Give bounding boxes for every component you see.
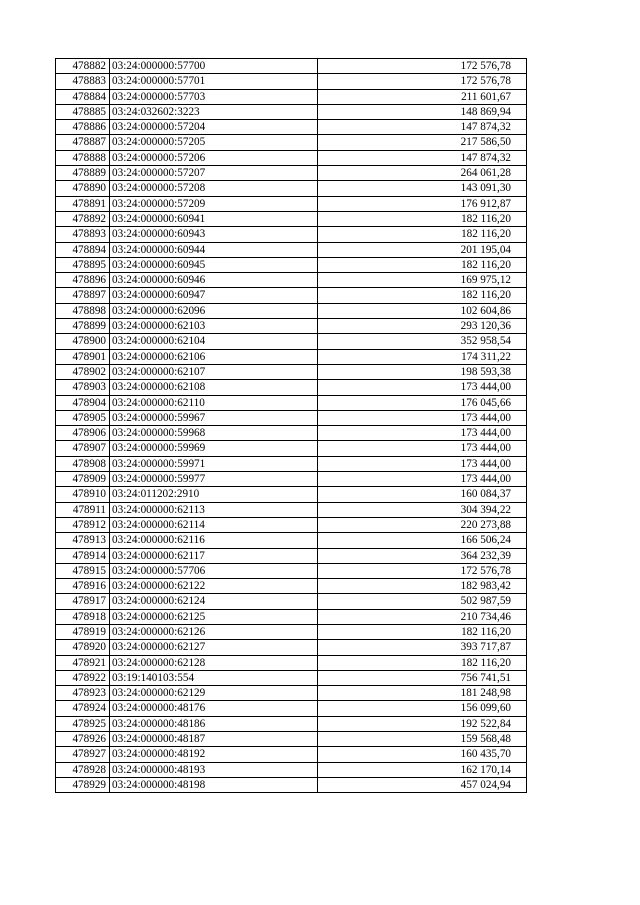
table-row: [56, 716, 527, 731]
cadastral-number-cell: 03:24:000000:48192: [110, 747, 318, 762]
table-row: [56, 472, 527, 487]
value-cell: 364 232,39: [318, 548, 527, 563]
value-cell: 162 170,14: [318, 762, 527, 777]
row-number-cell: 478906: [56, 426, 110, 441]
table-row: [56, 670, 527, 685]
row-number-cell: 478886: [56, 120, 110, 135]
cadastral-number-cell: 03:24:000000:62114: [110, 517, 318, 532]
value-cell: 173 444,00: [318, 441, 527, 456]
value-cell: 147 874,32: [318, 120, 527, 135]
cadastral-number-cell: 03:24:000000:59977: [110, 472, 318, 487]
row-number-cell: 478926: [56, 732, 110, 747]
row-number-cell: 478920: [56, 640, 110, 655]
value-cell: 192 522,84: [318, 716, 527, 731]
row-number-cell: 478887: [56, 135, 110, 150]
table-row: [56, 624, 527, 639]
table-row: [56, 135, 527, 150]
value-cell: 173 444,00: [318, 456, 527, 471]
value-cell: 176 045,66: [318, 395, 527, 410]
row-number-cell: 478896: [56, 273, 110, 288]
cadastral-number-cell: 03:24:000000:62103: [110, 319, 318, 334]
row-number-cell: 478929: [56, 777, 110, 792]
table-row: [56, 747, 527, 762]
row-number-cell: 478916: [56, 579, 110, 594]
row-number-cell: 478901: [56, 349, 110, 364]
row-number-cell: 478884: [56, 89, 110, 104]
table-row: [56, 196, 527, 211]
value-cell: 173 444,00: [318, 426, 527, 441]
value-cell: 211 601,67: [318, 89, 527, 104]
cadastral-number-cell: 03:24:011202:2910: [110, 487, 318, 502]
cadastral-number-cell: 03:24:000000:62122: [110, 579, 318, 594]
cadastral-number-cell: 03:24:000000:59967: [110, 410, 318, 425]
table-row: [56, 227, 527, 242]
row-number-cell: 478888: [56, 150, 110, 165]
value-cell: 143 091,30: [318, 181, 527, 196]
cadastral-number-cell: 03:24:000000:60947: [110, 288, 318, 303]
value-cell: 148 869,94: [318, 104, 527, 119]
cadastral-number-cell: 03:24:000000:60941: [110, 211, 318, 226]
table-row: [56, 441, 527, 456]
cadastral-number-cell: 03:24:000000:62129: [110, 686, 318, 701]
cadastral-number-cell: 03:24:000000:60943: [110, 227, 318, 242]
table-row: [56, 211, 527, 226]
table-row: [56, 242, 527, 257]
row-number-cell: 478898: [56, 303, 110, 318]
table-row: [56, 74, 527, 89]
value-cell: 147 874,32: [318, 150, 527, 165]
cadastral-number-cell: 03:24:000000:62110: [110, 395, 318, 410]
value-cell: 182 983,42: [318, 579, 527, 594]
cadastral-number-cell: 03:24:000000:48198: [110, 777, 318, 792]
cadastral-number-cell: 03:24:000000:57701: [110, 74, 318, 89]
row-number-cell: 478899: [56, 319, 110, 334]
table-row: [56, 395, 527, 410]
table-row: [56, 410, 527, 425]
cadastral-number-cell: 03:24:000000:62125: [110, 609, 318, 624]
value-cell: 220 273,88: [318, 517, 527, 532]
table-row: [56, 273, 527, 288]
row-number-cell: 478894: [56, 242, 110, 257]
table-row: [56, 777, 527, 792]
cadastral-number-cell: 03:24:000000:57703: [110, 89, 318, 104]
row-number-cell: 478910: [56, 487, 110, 502]
cadastral-number-cell: 03:24:000000:62128: [110, 655, 318, 670]
value-cell: 172 576,78: [318, 59, 527, 74]
value-cell: 173 444,00: [318, 410, 527, 425]
value-cell: 217 586,50: [318, 135, 527, 150]
cadastral-number-cell: 03:24:000000:62126: [110, 624, 318, 639]
table-row: [56, 181, 527, 196]
table-row: [56, 166, 527, 181]
cadastral-number-cell: 03:19:140103:554: [110, 670, 318, 685]
cadastral-number-cell: 03:24:000000:57204: [110, 120, 318, 135]
cadastral-number-cell: 03:24:000000:57706: [110, 563, 318, 578]
row-number-cell: 478924: [56, 701, 110, 716]
cadastral-number-cell: 03:24:000000:48187: [110, 732, 318, 747]
cadastral-value-table: [55, 58, 527, 793]
value-cell: 172 576,78: [318, 563, 527, 578]
table-row: [56, 548, 527, 563]
table-row: [56, 288, 527, 303]
table-row: [56, 487, 527, 502]
row-number-cell: 478885: [56, 104, 110, 119]
value-cell: 102 604,86: [318, 303, 527, 318]
table-row: [56, 89, 527, 104]
cadastral-number-cell: 03:24:000000:48176: [110, 701, 318, 716]
value-cell: 393 717,87: [318, 640, 527, 655]
row-number-cell: 478928: [56, 762, 110, 777]
value-cell: 182 116,20: [318, 624, 527, 639]
row-number-cell: 478918: [56, 609, 110, 624]
cadastral-number-cell: 03:24:000000:62127: [110, 640, 318, 655]
table-row: [56, 732, 527, 747]
cadastral-number-cell: 03:24:000000:62096: [110, 303, 318, 318]
cadastral-number-cell: 03:24:000000:59969: [110, 441, 318, 456]
table-row: [56, 257, 527, 272]
value-cell: 182 116,20: [318, 257, 527, 272]
row-number-cell: 478890: [56, 181, 110, 196]
cadastral-number-cell: 03:24:000000:59971: [110, 456, 318, 471]
table-row: [56, 563, 527, 578]
row-number-cell: 478911: [56, 502, 110, 517]
row-number-cell: 478905: [56, 410, 110, 425]
table-body: [56, 59, 527, 793]
value-cell: 160 084,37: [318, 487, 527, 502]
table-row: [56, 150, 527, 165]
row-number-cell: 478921: [56, 655, 110, 670]
value-cell: 173 444,00: [318, 380, 527, 395]
row-number-cell: 478909: [56, 472, 110, 487]
cadastral-number-cell: 03:24:000000:62113: [110, 502, 318, 517]
value-cell: 173 444,00: [318, 472, 527, 487]
table-row: [56, 104, 527, 119]
row-number-cell: 478912: [56, 517, 110, 532]
value-cell: 502 987,59: [318, 594, 527, 609]
row-number-cell: 478919: [56, 624, 110, 639]
cadastral-number-cell: 03:24:000000:59968: [110, 426, 318, 441]
cadastral-number-cell: 03:24:000000:57207: [110, 166, 318, 181]
cadastral-number-cell: 03:24:000000:62124: [110, 594, 318, 609]
table-row: [56, 640, 527, 655]
row-number-cell: 478903: [56, 380, 110, 395]
value-cell: 176 912,87: [318, 196, 527, 211]
cadastral-number-cell: 03:24:000000:62116: [110, 533, 318, 548]
cadastral-number-cell: 03:24:000000:57209: [110, 196, 318, 211]
cadastral-number-cell: 03:24:032602:3223: [110, 104, 318, 119]
row-number-cell: 478927: [56, 747, 110, 762]
row-number-cell: 478907: [56, 441, 110, 456]
cadastral-number-cell: 03:24:000000:57208: [110, 181, 318, 196]
value-cell: 181 248,98: [318, 686, 527, 701]
table-row: [56, 334, 527, 349]
table-row: [56, 380, 527, 395]
cadastral-number-cell: 03:24:000000:57205: [110, 135, 318, 150]
table-row: [56, 517, 527, 532]
row-number-cell: 478914: [56, 548, 110, 563]
row-number-cell: 478913: [56, 533, 110, 548]
value-cell: 182 116,20: [318, 288, 527, 303]
row-number-cell: 478895: [56, 257, 110, 272]
value-cell: 264 061,28: [318, 166, 527, 181]
value-cell: 159 568,48: [318, 732, 527, 747]
row-number-cell: 478923: [56, 686, 110, 701]
row-number-cell: 478892: [56, 211, 110, 226]
cadastral-number-cell: 03:24:000000:57206: [110, 150, 318, 165]
row-number-cell: 478922: [56, 670, 110, 685]
table-row: [56, 120, 527, 135]
row-number-cell: 478897: [56, 288, 110, 303]
value-cell: 182 116,20: [318, 211, 527, 226]
row-number-cell: 478904: [56, 395, 110, 410]
row-number-cell: 478908: [56, 456, 110, 471]
value-cell: 182 116,20: [318, 227, 527, 242]
table-row: [56, 456, 527, 471]
table-row: [56, 364, 527, 379]
row-number-cell: 478917: [56, 594, 110, 609]
table-row: [56, 701, 527, 716]
cadastral-number-cell: 03:24:000000:62108: [110, 380, 318, 395]
table-row: [56, 579, 527, 594]
row-number-cell: 478891: [56, 196, 110, 211]
value-cell: 352 958,54: [318, 334, 527, 349]
value-cell: 172 576,78: [318, 74, 527, 89]
table-row: [56, 303, 527, 318]
value-cell: 169 975,12: [318, 273, 527, 288]
table-row: [56, 319, 527, 334]
value-cell: 201 195,04: [318, 242, 527, 257]
value-cell: 182 116,20: [318, 655, 527, 670]
cadastral-number-cell: 03:24:000000:62107: [110, 364, 318, 379]
value-cell: 174 311,22: [318, 349, 527, 364]
table-row: [56, 426, 527, 441]
cadastral-number-cell: 03:24:000000:62104: [110, 334, 318, 349]
value-cell: 166 506,24: [318, 533, 527, 548]
row-number-cell: 478900: [56, 334, 110, 349]
table-row: [56, 533, 527, 548]
row-number-cell: 478925: [56, 716, 110, 731]
value-cell: 304 394,22: [318, 502, 527, 517]
table-row: [56, 59, 527, 74]
row-number-cell: 478915: [56, 563, 110, 578]
table-row: [56, 686, 527, 701]
value-cell: 210 734,46: [318, 609, 527, 624]
row-number-cell: 478882: [56, 59, 110, 74]
table-row: [56, 655, 527, 670]
value-cell: 160 435,70: [318, 747, 527, 762]
value-cell: 156 099,60: [318, 701, 527, 716]
cadastral-number-cell: 03:24:000000:62106: [110, 349, 318, 364]
row-number-cell: 478902: [56, 364, 110, 379]
cadastral-number-cell: 03:24:000000:60946: [110, 273, 318, 288]
value-cell: 457 024,94: [318, 777, 527, 792]
cadastral-number-cell: 03:24:000000:62117: [110, 548, 318, 563]
cadastral-number-cell: 03:24:000000:57700: [110, 59, 318, 74]
cadastral-number-cell: 03:24:000000:48186: [110, 716, 318, 731]
row-number-cell: 478889: [56, 166, 110, 181]
table-row: [56, 609, 527, 624]
table-row: [56, 502, 527, 517]
cadastral-number-cell: 03:24:000000:48193: [110, 762, 318, 777]
value-cell: 198 593,38: [318, 364, 527, 379]
cadastral-number-cell: 03:24:000000:60945: [110, 257, 318, 272]
table-row: [56, 762, 527, 777]
cadastral-number-cell: 03:24:000000:60944: [110, 242, 318, 257]
table-row: [56, 349, 527, 364]
row-number-cell: 478893: [56, 227, 110, 242]
row-number-cell: 478883: [56, 74, 110, 89]
value-cell: 293 120,36: [318, 319, 527, 334]
table-row: [56, 594, 527, 609]
value-cell: 756 741,51: [318, 670, 527, 685]
